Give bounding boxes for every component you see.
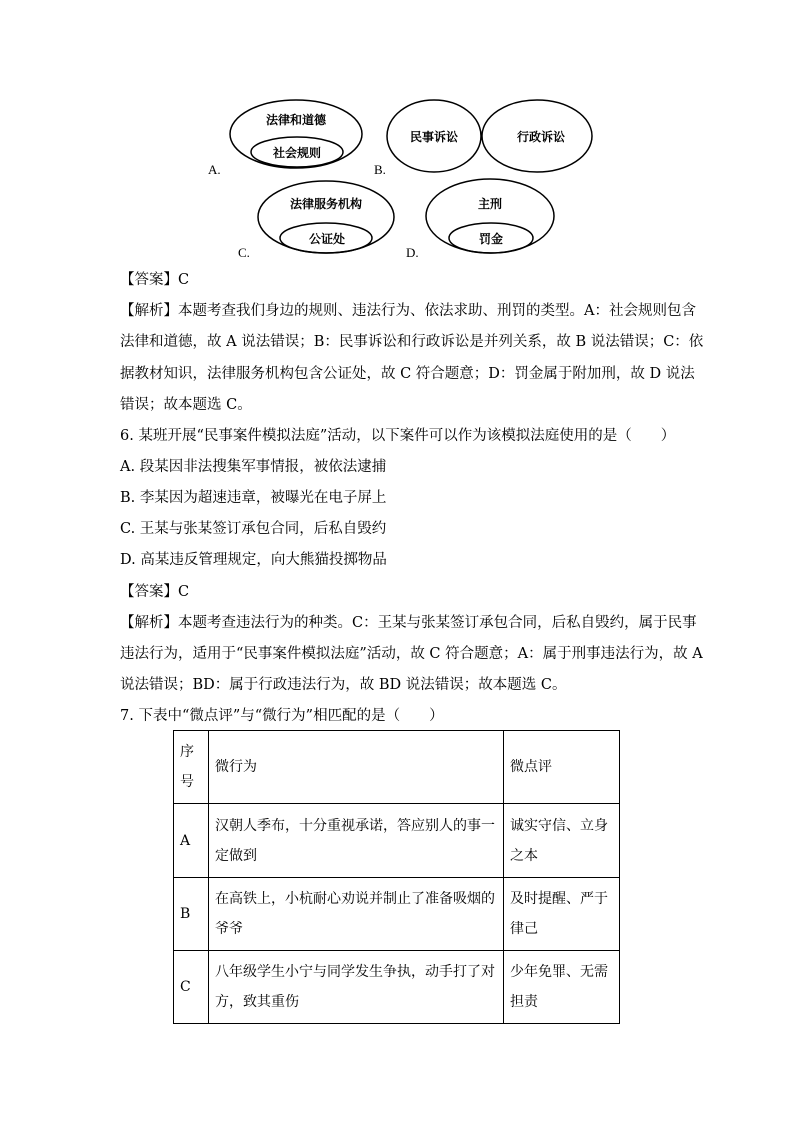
inner-label: 社会规则 bbox=[272, 146, 322, 160]
outer-label: 法律和道德 bbox=[265, 113, 327, 127]
venn-diagram-options bbox=[0, 0, 794, 270]
row-behavior: 在高铁上，小杭耐心劝说并制止了准备吸烟的爷爷 bbox=[209, 878, 504, 951]
q5-answer bbox=[120, 270, 189, 290]
q6-option-a: A. 段某因非法搜集军事情报，被依法逮捕 bbox=[120, 459, 387, 475]
q6-option-b: B. 李某因为超速违章，被曝光在电子屏上 bbox=[120, 490, 387, 506]
q6-option-d: D. 高某违反管理规定，向大熊猫投掷物品 bbox=[120, 552, 387, 568]
q6-option-c: C. 王某与张某签订承包合同，后私自毁约 bbox=[120, 521, 387, 537]
answer-label: 【答案】 bbox=[120, 584, 178, 600]
header-cell: 序号 bbox=[174, 731, 209, 804]
row-behavior: 汉朝人季布，十分重视承诺，答应别人的事一定做到 bbox=[209, 804, 504, 878]
option-c-diagram bbox=[238, 181, 394, 260]
option-letter: A. bbox=[208, 162, 221, 177]
right-label: 行政诉讼 bbox=[516, 130, 566, 144]
option-d-diagram bbox=[406, 179, 554, 260]
q5-analysis-line: 【解析】本题考查我们身边的规则、违法行为、依法求助、刑罚的类型。A：社会规则包含 bbox=[120, 303, 696, 319]
inner-label: 公证处 bbox=[308, 232, 346, 246]
row-number: C bbox=[174, 951, 209, 1024]
outer-label: 法律服务机构 bbox=[289, 197, 363, 211]
row-behavior: 八年级学生小宁与同学发生争执，动手打了对方，致其重伤 bbox=[209, 951, 504, 1024]
inner-label: 罚金 bbox=[478, 232, 504, 246]
outer-label: 主刑 bbox=[477, 197, 503, 211]
q6-analysis-line: 【解析】本题考查违法行为的种类。C：王某与张某签订承包合同，后私自毁约，属于民事 bbox=[120, 615, 697, 631]
q7-table bbox=[173, 730, 620, 1024]
analysis-label: 【解析】 bbox=[120, 303, 178, 319]
analysis-label: 【解析】 bbox=[120, 615, 178, 631]
table-header-row bbox=[174, 731, 620, 804]
option-letter: C. bbox=[238, 245, 250, 260]
option-b-diagram bbox=[374, 100, 592, 177]
left-label: 民事诉讼 bbox=[409, 130, 459, 144]
table-row bbox=[174, 804, 620, 878]
row-number: A bbox=[174, 804, 209, 878]
q6-stem: 6. 某班开展“民事案件模拟法庭”活动，以下案件可以作为该模拟法庭使用的是（ ） bbox=[120, 428, 676, 444]
q6-analysis-line: 违法行为，适用于“民事案件模拟法庭”活动，故 C 符合题意；A：属于刑事违法行为，故 A bbox=[120, 646, 703, 662]
row-comment: 及时提醒、严于律己 bbox=[504, 878, 620, 951]
table-row bbox=[174, 878, 620, 951]
answer-value: C bbox=[178, 272, 190, 288]
header-cell: 微行为 bbox=[209, 731, 504, 804]
header-cell: 微点评 bbox=[504, 731, 620, 804]
answer-value: C bbox=[178, 584, 190, 600]
row-comment: 少年免罪、无需担责 bbox=[504, 951, 620, 1024]
q5-analysis-line: 法律和道德，故 A 说法错误；B：民事诉讼和行政诉讼是并列关系，故 B 说法错误；C：依 bbox=[120, 334, 704, 350]
q6-answer bbox=[120, 582, 189, 602]
table-row bbox=[174, 951, 620, 1024]
row-number: B bbox=[174, 878, 209, 951]
q5-analysis-line: 错误；故本题选 C。 bbox=[120, 397, 252, 413]
option-a-diagram bbox=[208, 100, 362, 177]
option-letter: D. bbox=[406, 245, 419, 260]
q7-stem: 7. 下表中“微点评”与“微行为”相匹配的是（ ） bbox=[120, 708, 444, 724]
option-letter: B. bbox=[374, 162, 386, 177]
q5-analysis-line: 据教材知识，法律服务机构包含公证处，故 C 符合题意；D：罚金属于附加刑，故 D 说法 bbox=[120, 366, 695, 382]
answer-label: 【答案】 bbox=[120, 272, 178, 288]
q6-analysis-line: 说法错误；BD：属于行政违法行为，故 BD 说法错误；故本题选 C。 bbox=[120, 677, 567, 693]
row-comment: 诚实守信、立身之本 bbox=[504, 804, 620, 878]
